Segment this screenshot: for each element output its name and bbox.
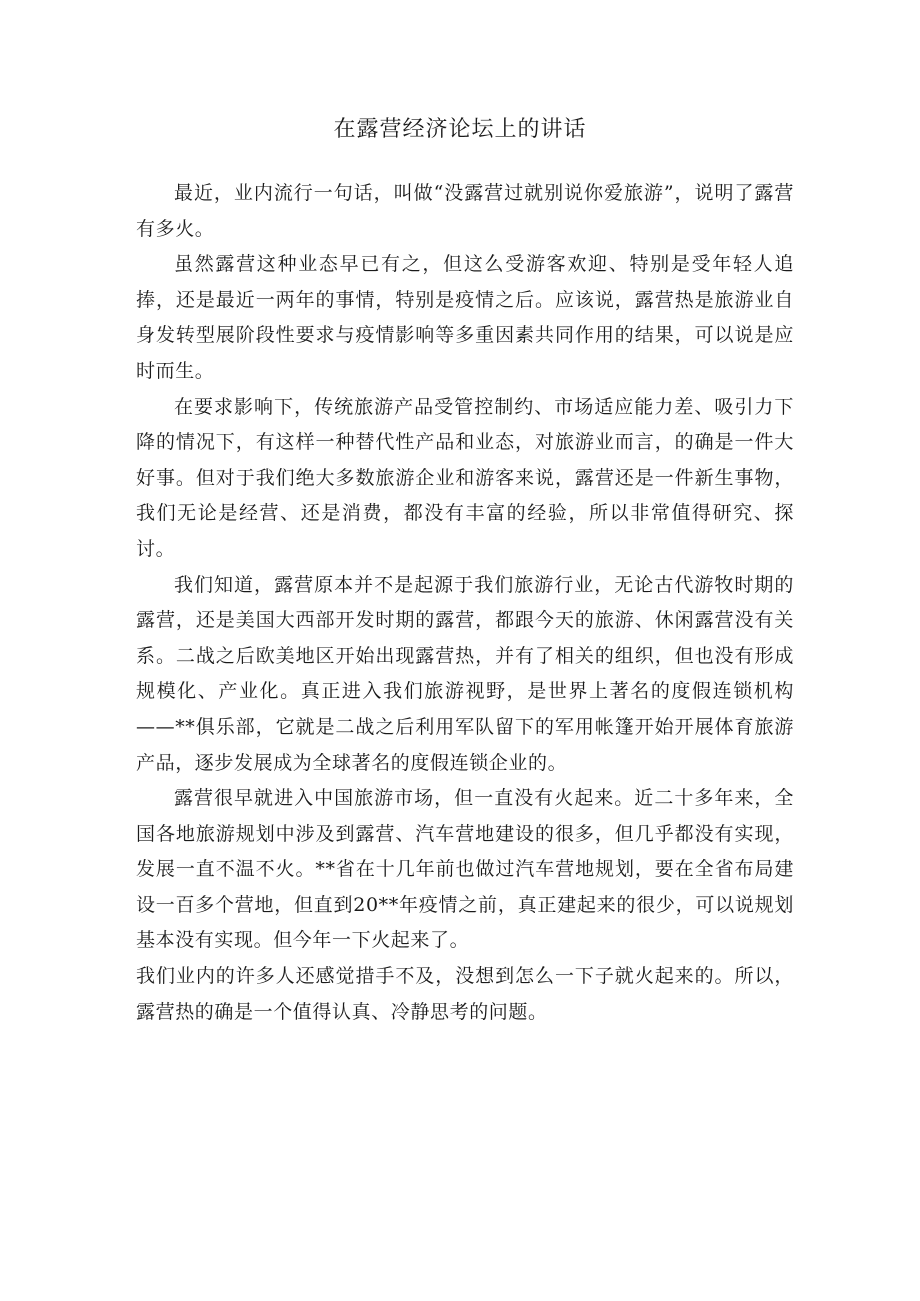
paragraph-3: 在要求影响下，传统旅游产品受管控制约、市场适应能力差、吸引力下降的情况下，有这样一种替代性产品和业态，对旅游业而言，的确是一件大好事。但对于我们绝大多数旅游企业和游客来说，露营还是一件新生事物，我们无论是经营、还是消费，都没有丰富的经验，所以非常值得研究、探讨。 bbox=[136, 395, 794, 560]
document-body bbox=[136, 176, 794, 1030]
paragraph-4: 我们知道，露营原本并不是起源于我们旅游行业，无论古代游牧时期的露营，还是美国大西部开发时期的露营，都跟今天的旅游、休闲露营没有关系。二战之后欧美地区开始出现露营热，并有了相关的组织，但也没有形成规模化、产业化。真正进入我们旅游视野，是世界上著名的度假连锁机构——**俱乐部，它就是二战之后利用军队留下的军用帐篷开始开展体育旅游产品，逐步发展成为全球著名的度假连锁企业的。 bbox=[136, 573, 794, 774]
paragraph-6: 我们业内的许多人还感觉措手不及，没想到怎么一下子就火起来的。所以，露营热的确是一个值得认真、冷静思考的问题。 bbox=[136, 965, 794, 1023]
paragraph-1: 最近，业内流行一句话，叫做“没露营过就别说你爱旅游”，说明了露营有多火。 bbox=[136, 182, 794, 240]
paragraph-2: 虽然露营这种业态早已有之，但这么受游客欢迎、特别是受年轻人追捧，还是最近一两年的事情，特别是疫情之后。应该说，露营热是旅游业自身发转型展阶段性要求与疫情影响等多重因素共同作用的结果，可以说是应时而生。 bbox=[136, 253, 794, 382]
paragraph-5: 露营很早就进入中国旅游市场，但一直没有火起来。近二十多年来，全国各地旅游规划中涉及到露营、汽车营地建设的很多，但几乎都没有实现，发展一直不温不火。**省在十几年前也做过汽车营地规划，要在全省布局建设一百多个营地，但直到20**年疫情之前，真正建起来的很少，可以说规划基本没有实现。但今年一下火起来了。 bbox=[136, 787, 794, 952]
document-title: 在露营经济论坛上的讲话 bbox=[333, 117, 587, 142]
